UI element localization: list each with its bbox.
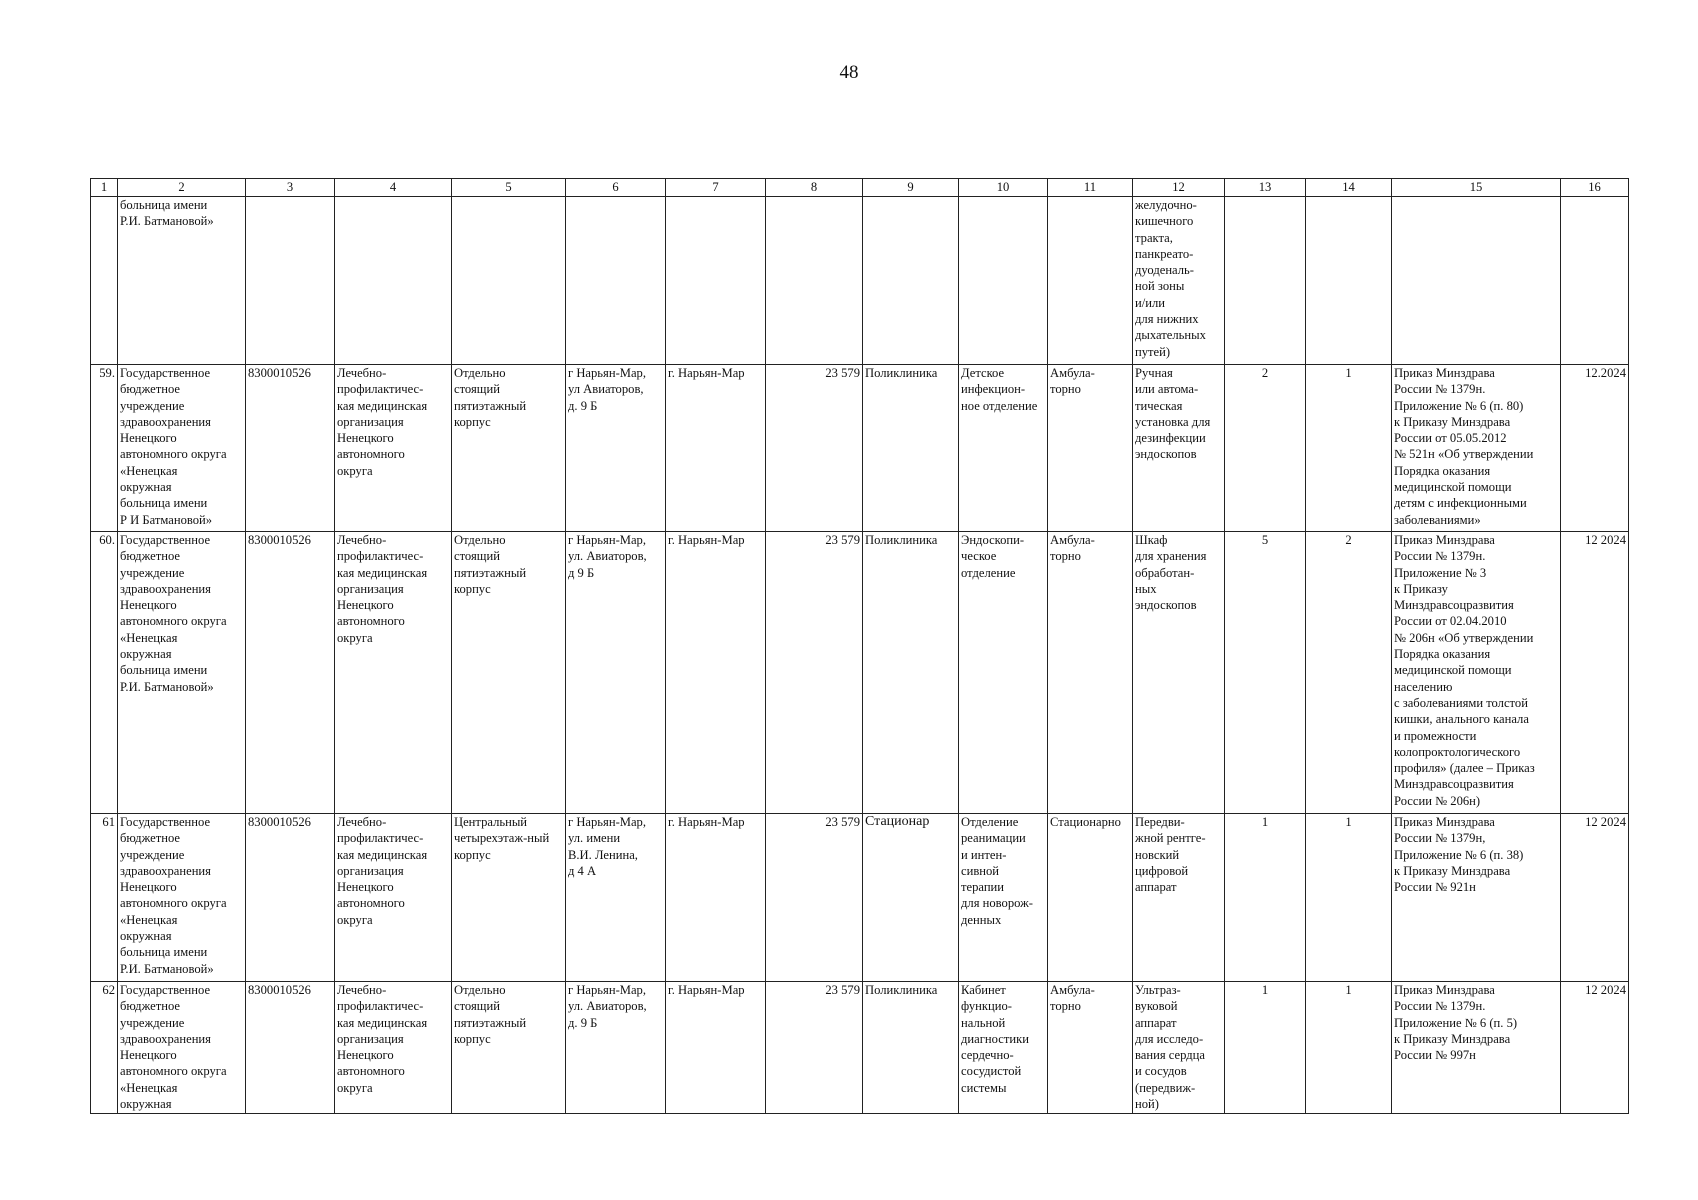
cell-care-form: Стационарно (1048, 814, 1133, 982)
cell-inn: 8300010526 (246, 814, 335, 982)
cell-building (452, 197, 566, 365)
cell-qty-required: 1 (1225, 814, 1306, 982)
cell-basis: Приказ Минздрава России № 1379н. Приложение № 6 (п. 5) к Приказу Минздрава России № 997н (1392, 982, 1561, 1114)
cell-num: 60. (91, 532, 118, 814)
cell-qty-available (1306, 197, 1392, 365)
cell-department (959, 197, 1048, 365)
cell-org-type: Лечебно- профилактичес- кая медицинская организация Ненецкого автономного округа (335, 814, 452, 982)
cell-equipment: желудочно- кишечного тракта, панкреато- дуоденаль- ной зоны и/или для нижних дыхательных путей) (1133, 197, 1225, 365)
cell-org-type: Лечебно- профилактичес- кая медицинская организация Ненецкого автономного округа (335, 982, 452, 1114)
cell-building: Отдельно стоящий пятиэтажный корпус (452, 365, 566, 532)
table-row (91, 532, 1629, 814)
cell-qty-required: 2 (1225, 365, 1306, 532)
cell-date (1561, 197, 1629, 365)
equipment-table (90, 178, 1629, 1114)
cell-care-form: Амбула- торно (1048, 365, 1133, 532)
column-header: 3 (246, 179, 335, 197)
cell-basis: Приказ Минздрава России № 1379н, Приложение № 6 (п. 38) к Приказу Минздрава России № 921н (1392, 814, 1561, 982)
cell-department: Отделение реанимации и интен- сивной терапии для новорож- денных (959, 814, 1048, 982)
cell-population: 23 579 (766, 814, 863, 982)
cell-num: 59. (91, 365, 118, 532)
column-header: 11 (1048, 179, 1133, 197)
column-header: 8 (766, 179, 863, 197)
cell-unit: Поликлиника (863, 532, 959, 814)
cell-address (566, 197, 666, 365)
column-header: 14 (1306, 179, 1392, 197)
cell-num: 62 (91, 982, 118, 1114)
cell-qty-available: 2 (1306, 532, 1392, 814)
cell-building: Отдельно стоящий пятиэтажный корпус (452, 532, 566, 814)
cell-population: 23 579 (766, 365, 863, 532)
cell-qty-required: 5 (1225, 532, 1306, 814)
column-header: 2 (118, 179, 246, 197)
cell-address: г Нарьян-Мар, ул. Авиаторов, д 9 Б (566, 532, 666, 814)
column-number-row (91, 179, 1629, 197)
cell-locality: г. Нарьян-Мар (666, 814, 766, 982)
cell-date: 12 2024 (1561, 532, 1629, 814)
cell-organization: больница имени Р.И. Батмановой» (118, 197, 246, 365)
table-row (91, 982, 1629, 1114)
cell-inn (246, 197, 335, 365)
cell-department: Кабинет функцио- нальной диагностики сердечно- сосудистой системы (959, 982, 1048, 1114)
cell-care-form: Амбула- торно (1048, 982, 1133, 1114)
cell-population (766, 197, 863, 365)
page-number: 48 (839, 62, 859, 83)
column-header: 13 (1225, 179, 1306, 197)
cell-address: г Нарьян-Мар, ул. имени В.И. Ленина, д 4 А (566, 814, 666, 982)
cell-inn: 8300010526 (246, 365, 335, 532)
table-row (91, 365, 1629, 532)
cell-equipment: Ручная или автома- тическая установка для дезинфекции эндоскопов (1133, 365, 1225, 532)
cell-care-form (1048, 197, 1133, 365)
column-header: 10 (959, 179, 1048, 197)
cell-locality: г. Нарьян-Мар (666, 982, 766, 1114)
cell-population: 23 579 (766, 532, 863, 814)
column-header: 5 (452, 179, 566, 197)
cell-department: Детское инфекцион- ное отделение (959, 365, 1048, 532)
cell-qty-available: 1 (1306, 814, 1392, 982)
cell-org-type: Лечебно- профилактичес- кая медицинская организация Ненецкого автономного округа (335, 365, 452, 532)
cell-building: Центральный четырехэтаж-ный корпус (452, 814, 566, 982)
cell-unit (863, 197, 959, 365)
cell-num: 61 (91, 814, 118, 982)
column-header: 7 (666, 179, 766, 197)
cell-care-form: Амбула- торно (1048, 532, 1133, 814)
cell-basis: Приказ Минздрава России № 1379н. Приложение № 6 (п. 80) к Приказу Минздрава России от 05.05.2012 № 521н «Об утверждении Порядка оказания медицинской помощи детям с инфекционными заболеваниями» (1392, 365, 1561, 532)
cell-inn: 8300010526 (246, 982, 335, 1114)
cell-qty-available: 1 (1306, 982, 1392, 1114)
column-header: 12 (1133, 179, 1225, 197)
cell-org-type: Лечебно- профилактичес- кая медицинская организация Ненецкого автономного округа (335, 532, 452, 814)
cell-inn: 8300010526 (246, 532, 335, 814)
cell-basis (1392, 197, 1561, 365)
cell-equipment: Ультраз- вуковой аппарат для исследо- вания сердца и сосудов (передвиж- ной) (1133, 982, 1225, 1114)
cell-date: 12 2024 (1561, 814, 1629, 982)
cell-unit: Поликлиника (863, 982, 959, 1114)
table-row (91, 197, 1629, 365)
cell-qty-available: 1 (1306, 365, 1392, 532)
cell-building: Отдельно стоящий пятиэтажный корпус (452, 982, 566, 1114)
cell-equipment: Передви- жной рентге- новский цифровой аппарат (1133, 814, 1225, 982)
cell-population: 23 579 (766, 982, 863, 1114)
cell-equipment: Шкаф для хранения обработан- ных эндоскопов (1133, 532, 1225, 814)
cell-locality: г. Нарьян-Мар (666, 532, 766, 814)
cell-organization: Государственное бюджетное учреждение здравоохранения Ненецкого автономного округа «Ненецкая окружная больница имени Р.И. Батмановой» (118, 814, 246, 982)
cell-date: 12.2024 (1561, 365, 1629, 532)
cell-address: г Нарьян-Мар, ул. Авиаторов, д. 9 Б (566, 982, 666, 1114)
column-header: 4 (335, 179, 452, 197)
cell-organization: Государственное бюджетное учреждение здравоохранения Ненецкого автономного округа «Ненецкая окружная больница имени Р.И. Батмановой» (118, 532, 246, 814)
cell-num (91, 197, 118, 365)
cell-date: 12 2024 (1561, 982, 1629, 1114)
cell-unit: Поликлиника (863, 365, 959, 532)
table-row (91, 814, 1629, 982)
cell-org-type (335, 197, 452, 365)
cell-basis: Приказ Минздрава России № 1379н. Приложение № 3 к Приказу Минздравсоцразвития России от 02.04.2010 № 206н «Об утверждении Порядка оказания медицинской помощи населению с заболеваниями толстой кишки, анального канала и промежности колопроктологического профиля» (далее – Приказ Минздравсоцразвития России № 206н) (1392, 532, 1561, 814)
cell-qty-required (1225, 197, 1306, 365)
cell-organization: Государственное бюджетное учреждение здравоохранения Ненецкого автономного округа «Ненецкая окружная больница имени Р И Батмановой» (118, 365, 246, 532)
cell-locality (666, 197, 766, 365)
cell-qty-required: 1 (1225, 982, 1306, 1114)
cell-address: г Нарьян-Мар, ул Авиаторов, д. 9 Б (566, 365, 666, 532)
column-header: 16 (1561, 179, 1629, 197)
column-header: 9 (863, 179, 959, 197)
cell-organization: Государственное бюджетное учреждение здравоохранения Ненецкого автономного округа «Ненецкая окружная (118, 982, 246, 1114)
column-header: 6 (566, 179, 666, 197)
cell-unit: Стационар (863, 814, 959, 982)
column-header: 15 (1392, 179, 1561, 197)
cell-locality: г. Нарьян-Мар (666, 365, 766, 532)
cell-department: Эндоскопи- ческое отделение (959, 532, 1048, 814)
column-header: 1 (91, 179, 118, 197)
